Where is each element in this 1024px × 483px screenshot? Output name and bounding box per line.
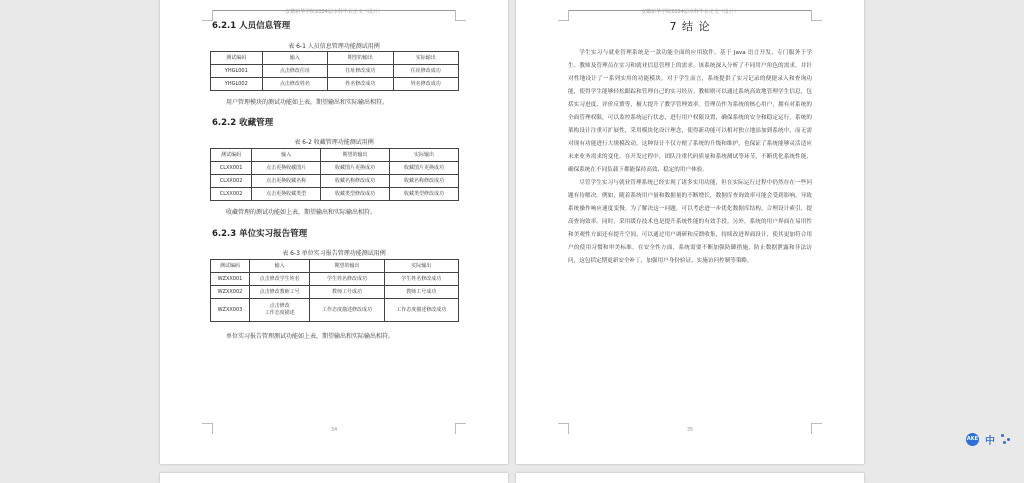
table-cell: 学生姓名修改成功 <box>310 273 384 286</box>
ime-logo-icon[interactable]: AKE <box>966 433 979 446</box>
page-number: 34 <box>330 427 338 433</box>
table-row <box>211 162 459 175</box>
conclusion-body <box>568 47 812 268</box>
test-case-table-6-1 <box>210 51 459 91</box>
table-header-cell: 期望的输出 <box>328 52 393 65</box>
document-page-35 <box>516 0 864 464</box>
table-cell: WZXX003 <box>211 299 250 322</box>
table-row <box>211 188 459 201</box>
margin-corner-mark <box>455 10 466 21</box>
table-header-cell: 实际输出 <box>393 52 458 65</box>
body-paragraph: 学生实习与就业管理系统是一款功能全面的应用软件，基于 Java 语言开发，专门服务于学生、教师及管理员在实习和就业信息管理上的需求。该系统深入分析了不同用户角色的需求，并针对性地设计了一系列实用的功能模块。对于学生而言，系统提供了实习记录的便捷录入和查询功能，使得学生能够轻松跟踪和管理自己的实习经历。教师则可以通过系统高效地管理学生信息，包括实习进度、评价反馈等，极大提升了教学管理效率。管理员作为系统的核心用户，拥有对系统的全面管理权限，可以监控系统运行状态，进行用户权限设置，确保系统的安全和稳定运行。系统的架构设计注重可扩展性，采用模块化设计理念，使得新功能可以相对独立地添加到系统中，而无需对现有功能进行大规模改动。这种设计不仅方便了系统的升级和维护，也保证了系统能够灵活适应未来业务需求的变化。在开发过程中，团队注重代码质量和系统测试等环节，不断优化系统性能，确保系统在不同负载下都能保持高效、稳定的用户体验。 <box>568 50 812 173</box>
table-cell: YHGL001 <box>211 65 263 78</box>
table-header-cell: 测试编码 <box>211 52 263 65</box>
table-cell: 点击修改 工作态度描述 <box>249 299 309 322</box>
table-header-cell: 期望的输出 <box>310 260 384 273</box>
table-cell: 点击更换收藏类型 <box>252 188 321 201</box>
table-caption: 表 6-3 单位实习报告管理功能测试用例 <box>282 250 386 257</box>
page-header-text: 安徽新华学院2024届本科毕业论文（设计） <box>641 9 739 15</box>
table-header-cell: 输入 <box>252 149 321 162</box>
table-cell: 点击修改住址 <box>262 65 327 78</box>
table-cell: 收藏类型修改成功 <box>321 188 390 201</box>
table-cell: 住址修改成功 <box>328 65 393 78</box>
table-cell: 收藏类型修改成功 <box>390 188 459 201</box>
table-cell: 点击修改教师工号 <box>249 286 309 299</box>
table-cell: WZXX002 <box>211 286 250 299</box>
chapter-title: 7 结 论 <box>669 20 711 33</box>
table-cell: 住址修改成功 <box>393 65 458 78</box>
input-language-toggle[interactable]: 中 <box>985 435 995 447</box>
table-cell: 姓名修改成功 <box>393 78 458 91</box>
document-page-next <box>516 473 864 483</box>
table-row <box>211 299 459 322</box>
table-cell: 收藏名称修改成功 <box>390 175 459 188</box>
table-cell: CLXX002 <box>211 188 252 201</box>
section-heading: 6.2.3 单位实习报告管理 <box>212 229 308 239</box>
table-cell: WZXX001 <box>211 273 250 286</box>
table-caption: 表 6-1 人员信息管理功能测试用例 <box>288 43 380 50</box>
table-cell: 收藏名称修改成功 <box>321 175 390 188</box>
table-row <box>211 175 459 188</box>
table-note: 单位实习报告管理测试功能如上表，期望输出和实际输出相符。 <box>226 333 395 340</box>
test-case-table-6-2 <box>210 148 459 201</box>
floating-toolbar <box>966 431 1024 447</box>
table-row <box>211 78 459 91</box>
table-row <box>211 273 459 286</box>
table-cell: CLXX002 <box>211 175 252 188</box>
table-header-row <box>211 260 459 273</box>
table-row <box>211 286 459 299</box>
settings-dots-icon[interactable] <box>1001 434 1011 444</box>
page-number: 35 <box>686 427 694 433</box>
table-header-cell: 输入 <box>262 52 327 65</box>
page-header-line <box>212 9 456 15</box>
table-cell: 点击更换收藏名称 <box>252 175 321 188</box>
table-cell: 教师工号成功 <box>384 286 458 299</box>
table-cell: 姓名修改成功 <box>328 78 393 91</box>
table-header-row <box>211 52 459 65</box>
table-cell: YHGL002 <box>211 78 263 91</box>
table-header-row <box>211 149 459 162</box>
page-header-text: 安徽新华学院2024届本科毕业论文（设计） <box>285 9 383 15</box>
section-heading: 6.2.2 收藏管理 <box>212 118 274 128</box>
table-caption: 表 6-2 收藏管理功能测试用例 <box>294 139 374 146</box>
table-header-cell: 实际输出 <box>390 149 459 162</box>
document-page-34 <box>160 0 508 464</box>
table-header-cell: 期望的输出 <box>321 149 390 162</box>
table-header-cell: 测试编码 <box>211 260 250 273</box>
table-cell: CLXX001 <box>211 162 252 175</box>
table-note: 收藏管理的测试功能如上表，期望输出和实际输出相符。 <box>226 209 377 216</box>
table-header-cell: 实际输出 <box>384 260 458 273</box>
test-case-table-6-3 <box>210 259 459 322</box>
table-cell: 工作态度描述修改成功 <box>384 299 458 322</box>
table-header-cell: 测试编码 <box>211 149 252 162</box>
table-header-cell: 输入 <box>249 260 309 273</box>
document-page-next <box>160 473 508 483</box>
table-cell: 学生姓名修改成功 <box>384 273 458 286</box>
table-cell: 点击更换收藏图片 <box>252 162 321 175</box>
table-note: 用户管理模块的测试功能如上表，期望输出和实际输出相符。 <box>226 99 389 106</box>
table-cell: 教师工号成功 <box>310 286 384 299</box>
table-cell: 点击修改姓名 <box>262 78 327 91</box>
table-cell: 工作态度描述修改成功 <box>310 299 384 322</box>
section-heading: 6.2.1 人员信息管理 <box>212 21 291 31</box>
table-cell: 点击修改学生姓名 <box>249 273 309 286</box>
page-header-line <box>568 9 812 15</box>
table-cell: 收藏图片更换成功 <box>390 162 459 175</box>
table-row <box>211 65 459 78</box>
body-paragraph: 尽管学生实习与就业管理系统已经实现了诸多实用功能，但在实际运行过程中仍然存在一些问题有待解决。例如，随着系统用户量和数据量的不断增长，数据库查询效率可能会受到影响，导致系统操作响应速度变慢。为了解决这一问题，可以考虑进一步优化数据库结构，合理设计索引，提高查询效率。同时，采用缓存技术也是提升系统性能的有效手段。另外，系统的用户界面在易用性和美观性方面还有提升空间，可以通过用户调研和反馈收集，持续改进界面设计，使其更加符合用户的使用习惯和审美标准。在安全性方面，系统需要不断加强防御措施，防止数据泄露和非法访问，这包括定期更新安全补丁，加强用户身份验证、实施访问控制等策略。 <box>568 180 812 264</box>
table-cell: 收藏图片更换成功 <box>321 162 390 175</box>
